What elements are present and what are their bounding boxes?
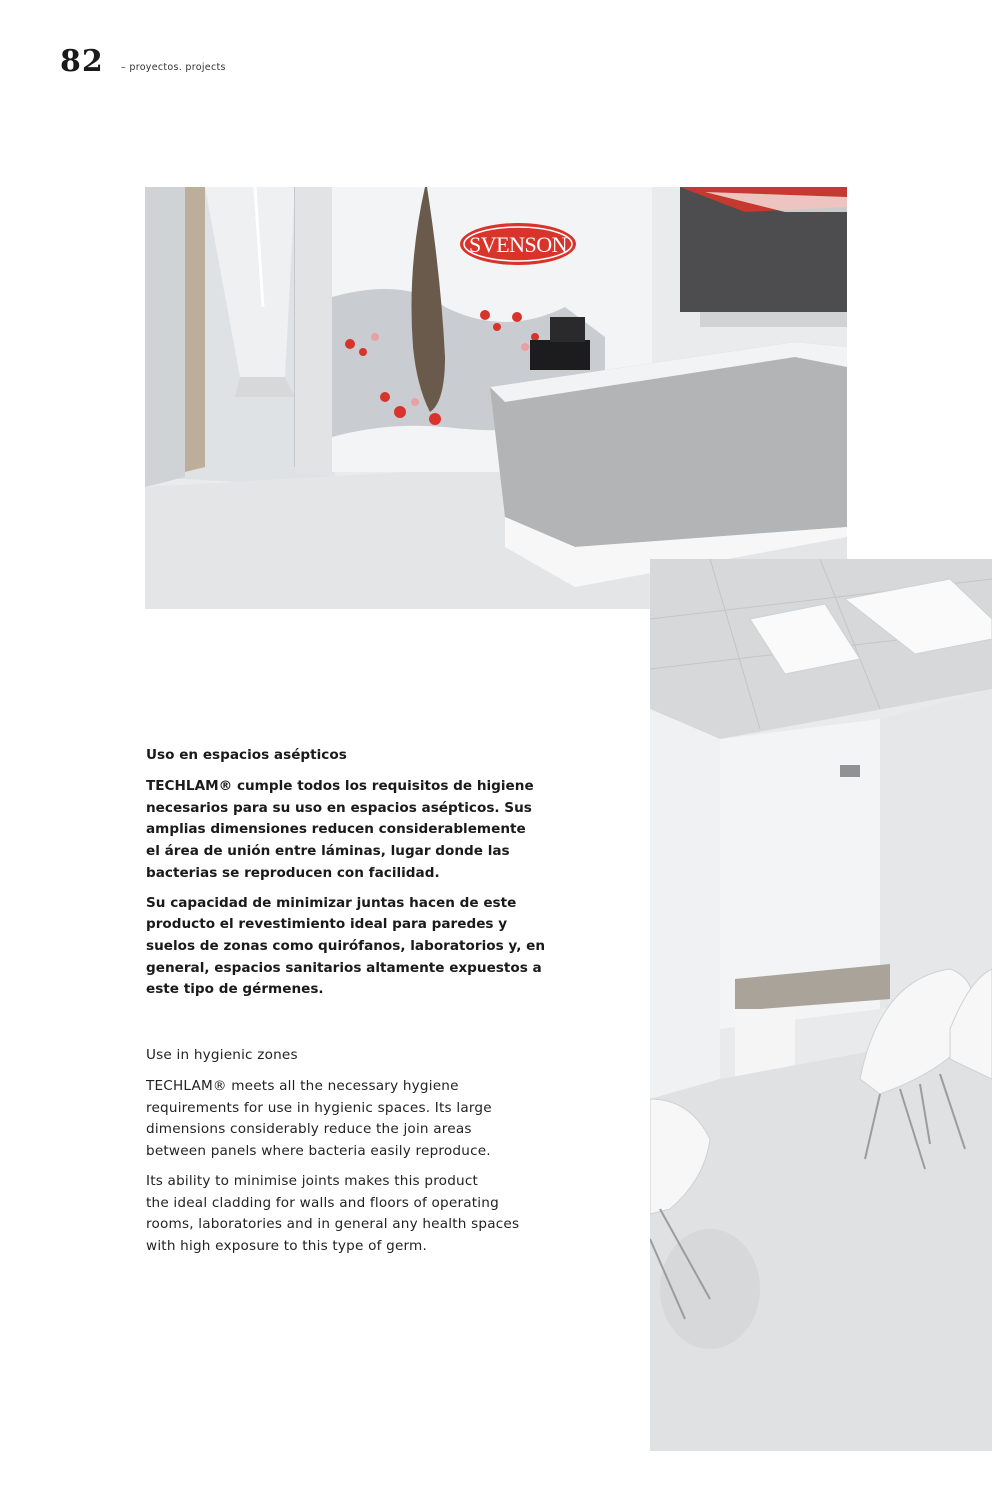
text-line: este tipo de gérmenes. [146,981,324,998]
text-line: the ideal cladding for walls and floors of operating [146,1194,499,1211]
text-line: general, espacios sanitarios altamente expuestos a [146,959,542,976]
text-line: amplias dimensiones reducen considerablemente [146,821,526,838]
reception-photo [145,187,847,609]
text-line: rooms, laboratories and in general any health spaces [146,1216,520,1233]
english-title: Use in hygienic zones [146,1047,298,1064]
text-line: bacterias se reproducen con facilidad. [146,864,440,881]
text-line: necesarios para su uso en espacios asépticos. Sus [146,799,532,816]
text-line: suelos de zonas como quirófanos, laboratorios y, en [146,937,545,954]
text-line: Su capacidad de minimizar juntas hacen de este [146,894,517,911]
text-line: Its ability to minimise joints makes this product [146,1172,479,1189]
spanish-title: Uso en espacios asépticos [146,747,347,763]
waiting-room-photo [650,559,992,1451]
text-line: producto el revestimiento ideal para paredes y [146,916,508,933]
text-line: TECHLAM® meets all the necessary hygiene [146,1078,459,1095]
text-line: with high exposure to this type of germ. [146,1237,428,1254]
text-line: el área de unión entre láminas, lugar donde las [146,843,510,860]
page-number: 82 [60,44,104,79]
text-line: TECHLAM® cumple todos los requisitos de higiene [146,778,534,794]
text-column [146,745,546,1266]
brand-sign-text: SVENSON [469,232,567,257]
text-line: requirements for use in hygienic spaces. Its large [146,1099,492,1116]
spanish-paragraph-2 [146,893,546,1002]
text-line: dimensions considerably reduce the join areas [146,1121,472,1138]
english-paragraph-2 [146,1171,546,1258]
text-line: between panels where bacteria easily reproduce. [146,1143,491,1160]
english-paragraph-1 [146,1076,546,1163]
spanish-paragraph-1 [146,776,546,885]
section-label: – proyectos. projects [121,62,226,73]
